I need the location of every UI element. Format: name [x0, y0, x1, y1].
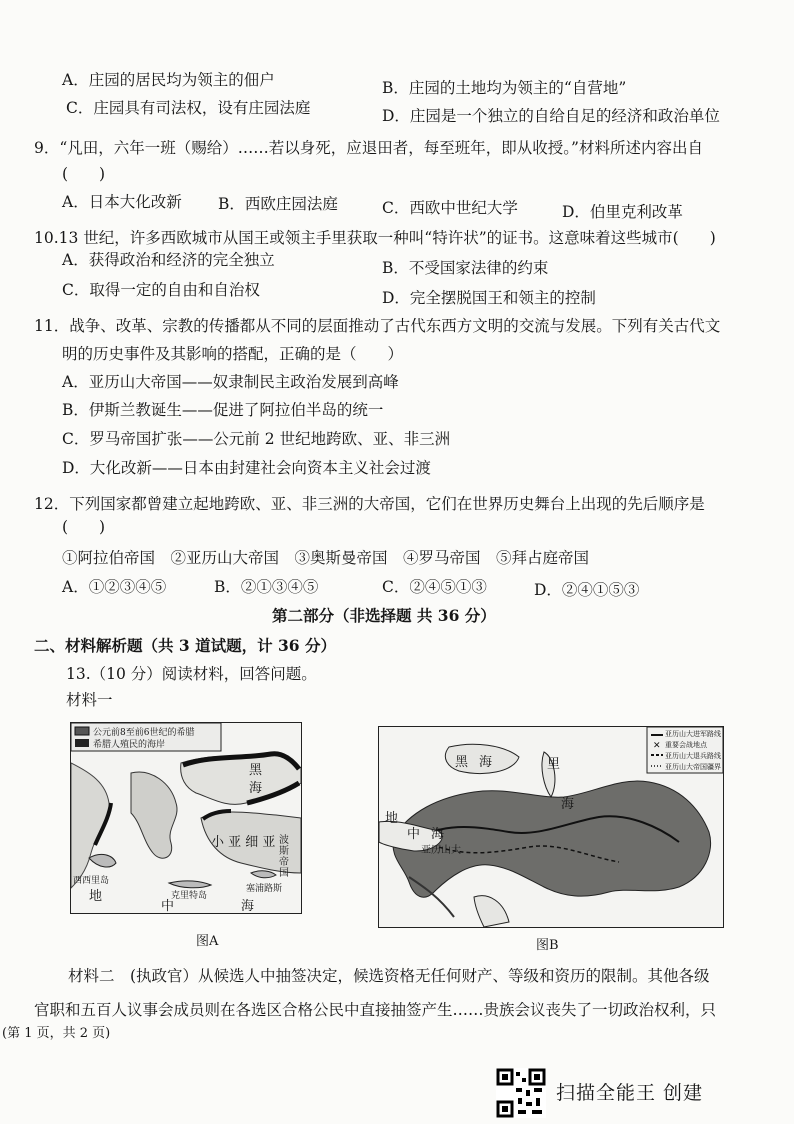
map-b-label-zhong: 中 — [407, 827, 421, 842]
map-a-label-zhong: 中 — [161, 899, 175, 914]
map-b-legend-1: 亚历山大进军路线 — [665, 730, 721, 738]
map-b-label-li: 里 — [547, 757, 561, 772]
q10-option-b: B．不受国家法律的约束 — [382, 259, 549, 277]
scanner-brand: 扫描全能王 创建 — [556, 1082, 704, 1104]
q12-option-d: D．②④①⑤③ — [534, 581, 640, 599]
map-b-label-black: 黑 — [455, 755, 469, 770]
q10-option-c: C．取得一定的自由和自治权 — [62, 281, 260, 299]
q11-option-b: B．伊斯兰教诞生——促进了阿拉伯半岛的统一 — [62, 401, 384, 419]
map-b-legend-2: 重要会战地点 — [665, 741, 707, 749]
map-b-caption: 图B — [536, 938, 559, 953]
map-b-label-di: 地 — [385, 811, 399, 826]
map-a-label-crete: 克里特岛 — [171, 891, 208, 901]
map-a-label-persia: 波斯帝国 — [279, 835, 289, 879]
q12-items: ①阿拉伯帝国 ②亚历山大帝国 ③奥斯曼帝国 ④罗马帝国 ⑤拜占庭帝国 — [62, 549, 590, 567]
map-b-legend-4: 亚历山大帝国疆界 — [665, 763, 721, 771]
page-number: (第 1 页，共 2 页) — [2, 1026, 111, 1041]
q11-option-c: C．罗马帝国扩张——公元前 2 世纪地跨欧、亚、非三洲 — [62, 430, 451, 448]
q13-stem: 13.（10 分）阅读材料，回答问题。 — [66, 665, 317, 683]
map-a-legend-1: 公元前8至前6世纪的希腊 — [93, 728, 195, 738]
q12-stem-line1: 12．下列国家都曾建立起地跨欧、亚、非三洲的大帝国，它们在世界历史舞台上出现的先后顺序是 — [34, 495, 705, 513]
map-b-legend-3: 亚历山大退兵路线 — [665, 752, 721, 760]
material2-line1: 材料二 (执政官）从候选人中抽签决定，候选资格无任何财产、等级和资历的限制。其他各级 — [68, 967, 710, 985]
map-a-label-sicily: 西西里岛 — [73, 876, 110, 886]
q12-option-b: B．②①③④⑤ — [214, 578, 319, 596]
part2-title: 第二部分（非选择题 共 36 分） — [272, 606, 496, 625]
q11-stem-line1: 11．战争、改革、宗教的传播都从不同的层面推动了古代东西方文明的交流与发展。下列有关古代文 — [34, 317, 721, 335]
map-a-label-hai: 海 — [241, 899, 255, 914]
qr-code-icon — [496, 1068, 546, 1118]
map-b-label-sea: 海 — [479, 755, 493, 770]
q9-option-d: D．伯里克利改革 — [562, 203, 683, 221]
map-b-label-alexandria: 亚历山大 — [421, 845, 461, 856]
q9-option-b: B．西欧庄园法庭 — [218, 195, 338, 213]
q8-option-d: D．庄园是一个独立的自给自足的经济和政治单位 — [382, 107, 720, 125]
q9-stem-line1: 9．“凡田，六年一班（赐给）……若以身死，应退田者，每至班年，即从收授。”材料所述内容出自 — [34, 139, 703, 157]
material1-label: 材料一 — [66, 691, 113, 709]
q8-option-a: A．庄园的居民均为领主的佃户 — [62, 71, 275, 89]
map-a-caption: 图A — [196, 934, 219, 949]
q10-stem: 10.13 世纪，许多西欧城市从国王或领主手里获取一种叫“特许状”的证书。这意味着这些城市( ) — [34, 229, 716, 247]
map-a-legend-2: 希腊人殖民的海岸 — [93, 740, 166, 750]
q8-option-b: B．庄园的土地均为领主的“自营地” — [382, 79, 627, 97]
q10-option-a: A．获得政治和经济的完全独立 — [62, 251, 275, 269]
map-a-label-black1: 黑 — [249, 763, 263, 778]
map-a-label-asia-minor: 小 亚 细 亚 — [211, 835, 276, 850]
q9-option-a: A．日本大化改新 — [62, 193, 182, 211]
map-a-label-di: 地 — [89, 889, 103, 904]
q10-option-d: D．完全摆脱国王和领主的控制 — [382, 289, 596, 307]
q11-option-d: D．大化改新——日本由封建社会向资本主义社会过渡 — [62, 459, 431, 477]
q11-option-a: A．亚历山大帝国——奴隶制民主政治发展到高峰 — [62, 373, 399, 391]
q8-option-c: C．庄园具有司法权，设有庄园法庭 — [66, 99, 311, 117]
q9-stem-line2: ( ) — [62, 165, 106, 183]
map-a — [70, 722, 302, 914]
section-heading: 二、材料解析题（共 3 道试题，计 36 分） — [34, 636, 336, 655]
map-a-label-black2: 海 — [249, 781, 263, 796]
map-b — [378, 726, 724, 928]
q12-stem-line2: ( ) — [62, 518, 106, 536]
material2-line2: 官职和五百人议事会成员则在各选区合格公民中直接抽签产生……贵族会议丧失了一切政治权利，只 — [34, 1001, 717, 1019]
q12-option-a: A．①②③④⑤ — [62, 578, 167, 596]
map-b-label-hai2: 海 — [561, 797, 575, 812]
q12-option-c: C．②④⑤①③ — [382, 578, 487, 596]
q9-option-c: C．西欧中世纪大学 — [382, 199, 518, 217]
q11-stem-line2: 明的历史事件及其影响的搭配，正确的是（ ） — [62, 345, 404, 363]
map-b-label-hai3: 海 — [431, 827, 445, 842]
svg-text:✕: ✕ — [653, 741, 661, 751]
map-a-label-cyprus: 塞浦路斯 — [246, 884, 283, 894]
